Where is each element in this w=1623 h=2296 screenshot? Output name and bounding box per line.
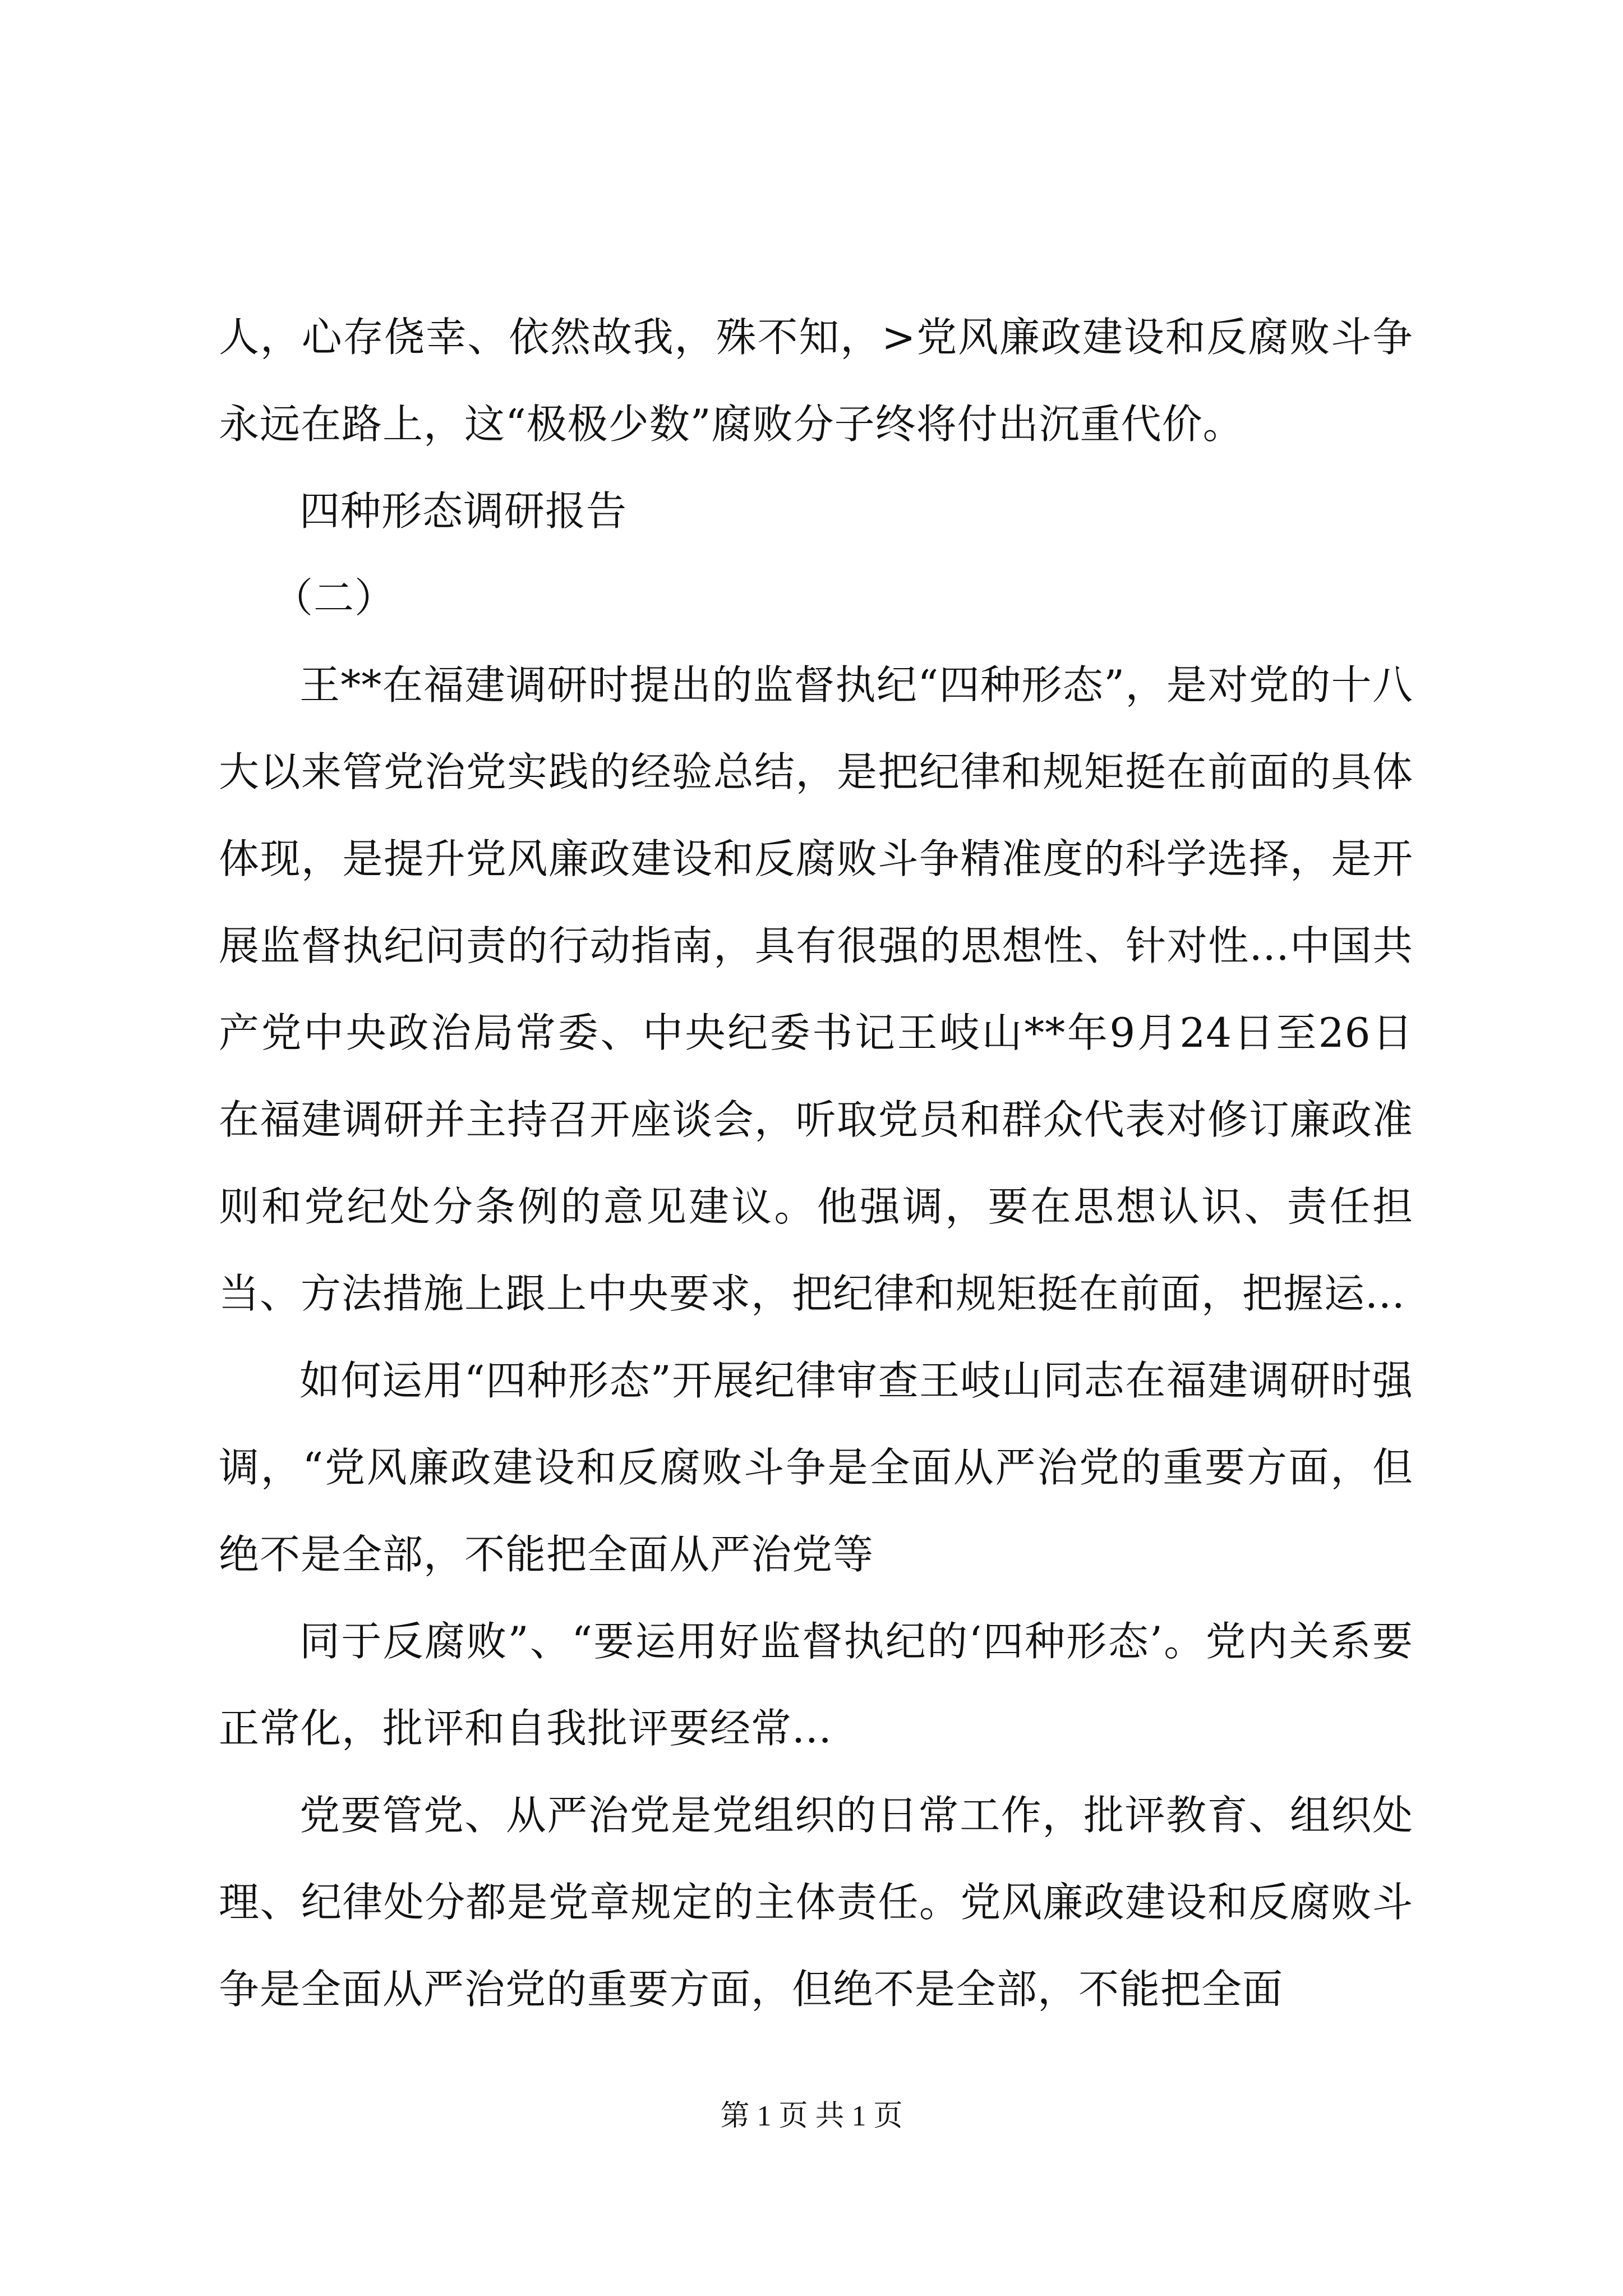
paragraph-party-governance: 党要管党、从严治党是党组织的日常工作，批评教育、组织处理、纪律处分都是党章规定的主体责任。党风廉政建设和反腐败斗争是全面从严治党的重要方面，但绝不是全部，不能把全面 (219, 1792, 1413, 2013)
paragraph-discipline-review: 如何运用“四种形态”开展纪律审查王岐山同志在福建调研时强调，“党风廉政建设和反腐败斗争是全面从严治党的重要方面，但绝不是全部，不能把全面从严治党等 (219, 1357, 1413, 1578)
report-title: 四种形态调研报告 (299, 487, 628, 535)
paragraph-continuation: 人，心存侥幸、依然故我，殊不知，>党风廉政建设和反腐败斗争永远在路上，这“极极少数”腐败分子终将付出沉重代价。 (219, 314, 1413, 448)
paragraph-anti-corruption: 同于反腐败”、“要运用好监督执纪的‘四种形态’。党内关系要正常化，批评和自我批评要经常... (219, 1618, 1413, 1752)
page-footer: 第 1 页 共 1 页 (720, 2100, 903, 2132)
document-body (219, 294, 1413, 2033)
section-number: （二） (273, 574, 396, 622)
paragraph-four-forms-intro: 王**在福建调研时提出的监督执纪“四种形态”，是对党的十八大以来管党治党实践的经验总结，是把纪律和规矩挺在前面的具体体现，是提升党风廉政建设和反腐败斗争精准度的科学选择，是开展监督执纪问责的行动指南，具有很强的思想性、针对性...中国共产党中央政治局常委、中央纪委书记王岐山**年9月24日至26日在福建调研并主持召开座谈会，听取党员和群众代表对修订廉政准则和党纪处分条例的意见建议。他强调，要在思想认识、责任担当、方法措施上跟上中央要求，把纪律和规矩挺在前面，把握运... (219, 661, 1413, 1317)
